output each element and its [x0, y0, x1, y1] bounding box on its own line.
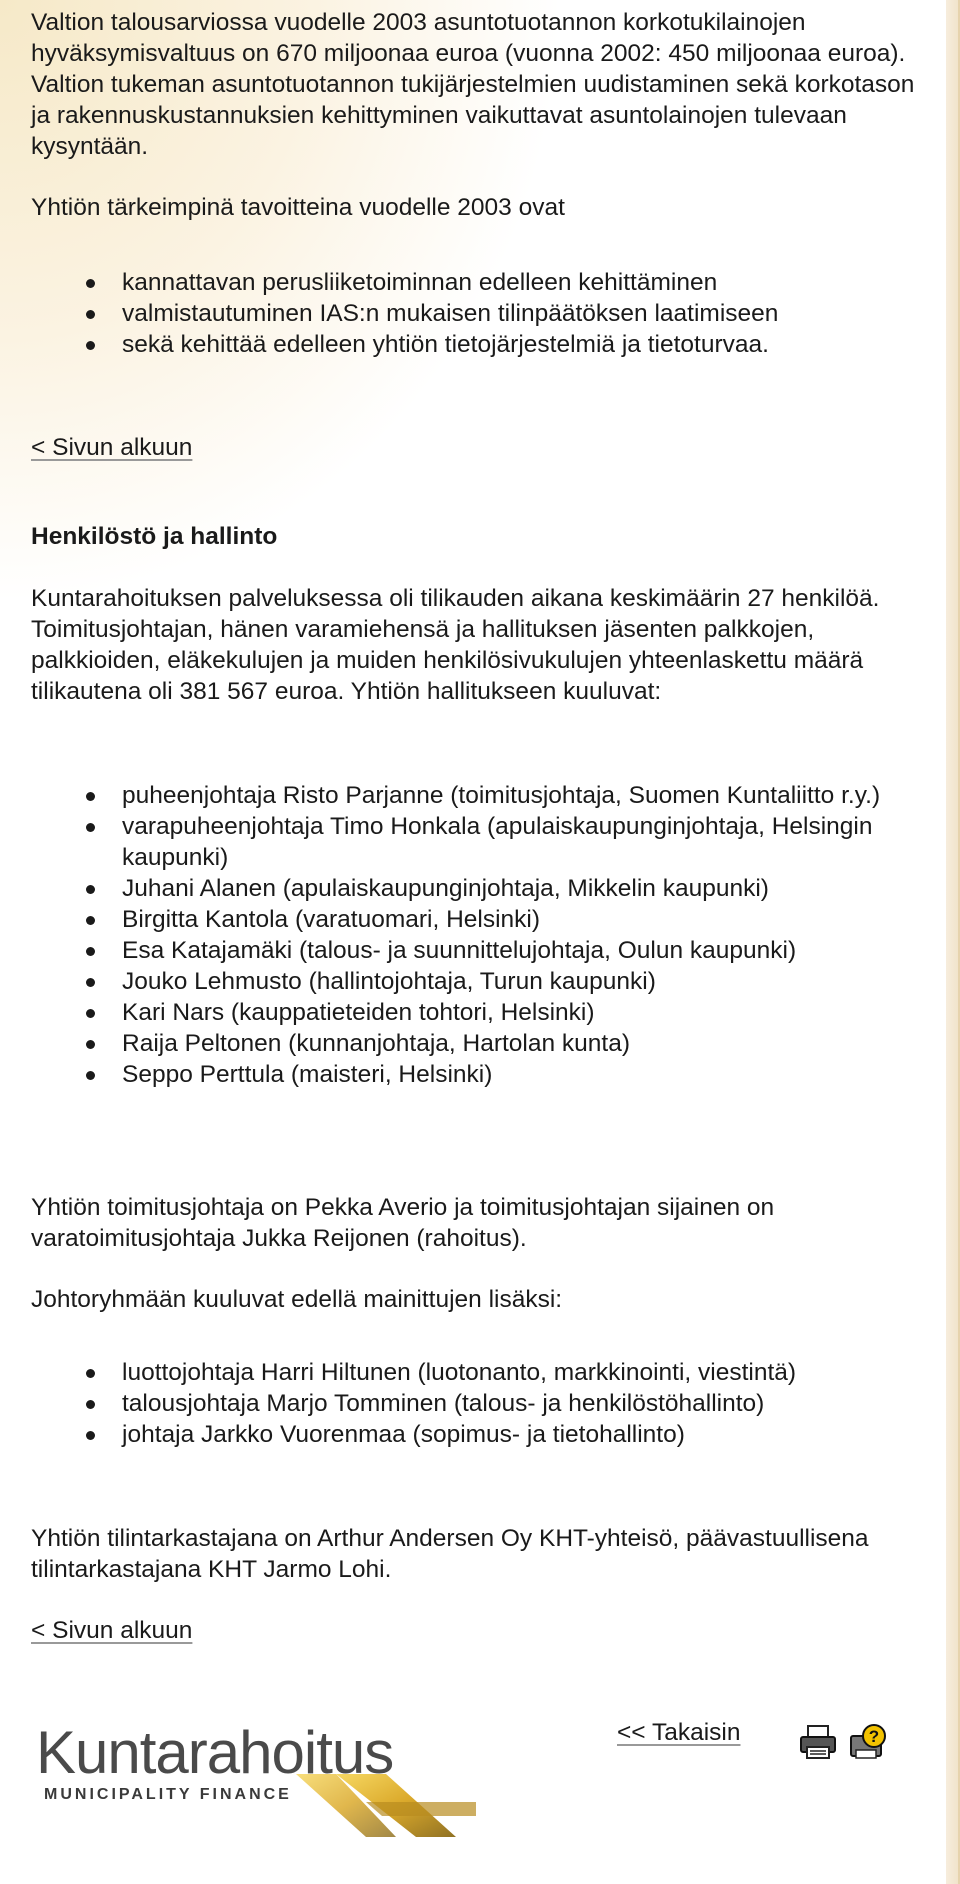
ceo-paragraph: Yhtiön toimitusjohtaja on Pekka Averio ja toimitusjohtajan sijainen on varatoimitusjohtaja Jukka Reijonen (rahoitus).	[31, 1194, 775, 1252]
list-item: Jouko Lehmusto (hallintojohtaja, Turun kaupunki)	[31, 966, 911, 997]
list-item: luottojohtaja Harri Hiltunen (luotonanto, markkinointi, viestintä)	[31, 1357, 911, 1388]
list-item: Seppo Perttula (maisteri, Helsinki)	[31, 1059, 911, 1090]
back-to-top-link[interactable]: < Sivun alkuun	[31, 1617, 193, 1644]
board-list	[31, 780, 911, 1090]
help-icon[interactable]	[848, 1722, 888, 1762]
auditor-paragraph: Yhtiön tilintarkastajana on Arthur Andersen Oy KHT-yhteisö, päävastuullisena tilintarkastajana KHT Jarmo Lohi.	[31, 1525, 869, 1583]
list-item: johtaja Jarkko Vuorenmaa (sopimus- ja tietohallinto)	[31, 1419, 911, 1450]
goals-list	[31, 267, 911, 360]
staff-paragraph: Kuntarahoituksen palveluksessa oli tilikauden aikana keskimäärin 27 henkilöä. Toimitusjohtajan, hänen varamiehensä ja hallituksen jäsenten palkkojen, palkkioiden, eläkekulujen ja muiden henkilösivukulujen yhteenlaskettu määrä tilikautena oli 381 567 euroa. Yhtiön hallitukseen kuuluvat:	[31, 585, 880, 705]
printer-icon[interactable]	[798, 1722, 838, 1762]
list-item: varapuheenjohtaja Timo Honkala (apulaiskaupunginjohtaja, Helsingin kaupunki)	[31, 811, 911, 873]
management-list	[31, 1357, 911, 1450]
intro-paragraph: Valtion talousarviossa vuodelle 2003 asuntotuotannon korkotukilainojen hyväksymisvaltuus on 670 miljoonaa euroa (vuonna 2002: 450 miljoonaa euroa). Valtion tukeman asuntotuotannon tukijärjestelmien uudistaminen sekä korkotason ja rakennuskustannuksien kehittyminen vaikuttavat asuntolainojen tulevaan kysyntään.	[31, 9, 915, 160]
goals-lead: Yhtiön tärkeimpinä tavoitteina vuodelle 2003 ovat	[31, 194, 565, 221]
list-item: Esa Katajamäki (talous- ja suunnittelujohtaja, Oulun kaupunki)	[31, 935, 911, 966]
list-item: kannattavan perusliiketoiminnan edelleen kehittäminen	[31, 267, 911, 298]
management-lead: Johtoryhmään kuuluvat edellä mainittujen lisäksi:	[31, 1286, 563, 1313]
list-item: sekä kehittää edelleen yhtiön tietojärjestelmiä ja tietoturvaa.	[31, 329, 911, 360]
list-item: Juhani Alanen (apulaiskaupunginjohtaja, Mikkelin kaupunki)	[31, 873, 911, 904]
company-logo	[36, 1712, 476, 1852]
list-item: Birgitta Kantola (varatuomari, Helsinki)	[31, 904, 911, 935]
logo-name: Kuntarahoitus	[36, 1719, 394, 1786]
list-item: valmistautuminen IAS:n mukaisen tilinpäätöksen laatimiseen	[31, 298, 911, 329]
back-link[interactable]: << Takaisin	[617, 1719, 741, 1746]
list-item: puheenjohtaja Risto Parjanne (toimitusjohtaja, Suomen Kuntaliitto r.y.)	[31, 780, 911, 811]
list-item: Kari Nars (kauppatieteiden tohtori, Helsinki)	[31, 997, 911, 1028]
svg-text:?: ?	[868, 1727, 880, 1746]
logo-subtitle: MUNICIPALITY FINANCE	[44, 1786, 292, 1803]
list-item: talousjohtaja Marjo Tomminen (talous- ja henkilöstöhallinto)	[31, 1388, 911, 1419]
list-item: Raija Peltonen (kunnanjohtaja, Hartolan kunta)	[31, 1028, 911, 1059]
back-to-top-link[interactable]: < Sivun alkuun	[31, 434, 193, 461]
section-heading: Henkilöstö ja hallinto	[31, 523, 278, 550]
